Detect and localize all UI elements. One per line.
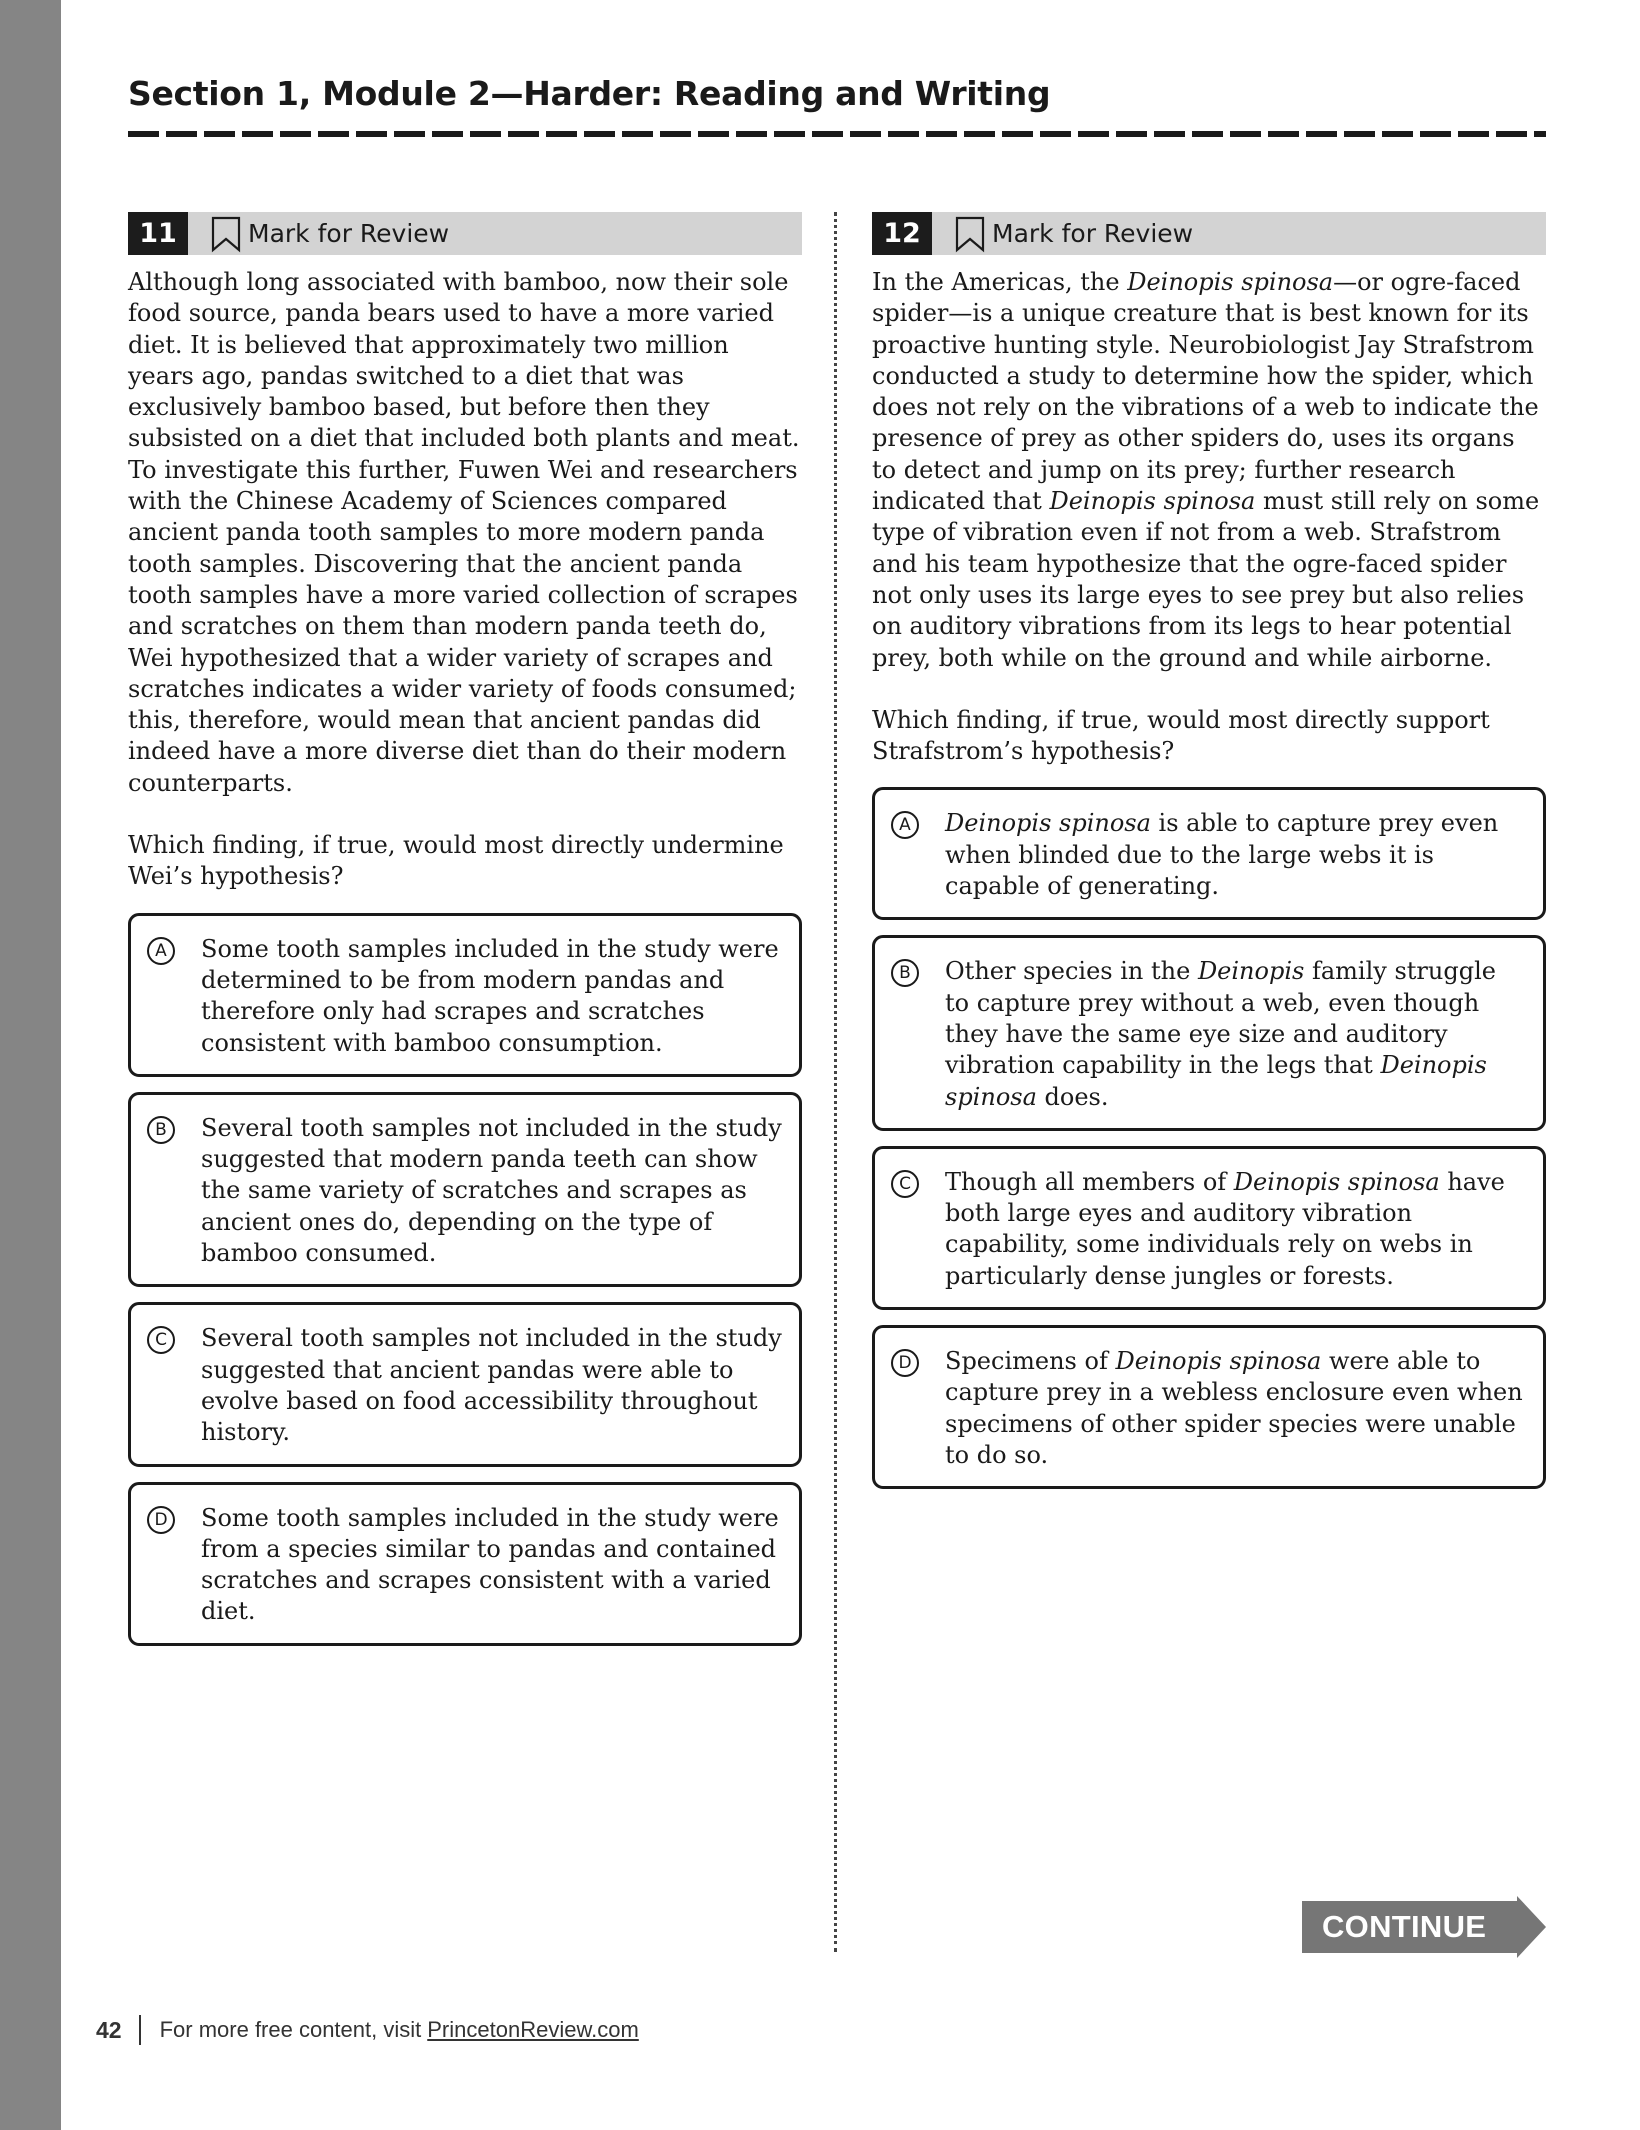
footer-separator [139,2015,141,2045]
answer-choices [128,913,802,1646]
choice-letter-c: C [147,1326,175,1354]
mark-for-review-label[interactable]: Mark for Review [992,219,1194,248]
page-number: 42 [96,2016,122,2043]
choice-letter-a: A [147,937,175,965]
choice-text: Several tooth samples not included in the study suggested that ancient pandas were able to evolve based on food accessibility throughout history. [201,1324,782,1447]
choice-text: Some tooth samples included in the study were determined to be from modern pandas and therefore only had scrapes and scratches consistent with bamboo consumption. [201,934,779,1057]
choice-letter-b: B [147,1116,175,1144]
species-name: Deinopis spinosa [945,1051,1487,1111]
choice-text [945,808,1527,902]
question-11-header [128,212,802,255]
choice-text-part: family struggle to capture prey without a web, even though they have the same eye size and auditory vibration capability in the legs that [945,957,1496,1080]
choice-letter-d: D [147,1506,175,1534]
choice-text-part: were able to capture prey in a webless enclosure even when specimens of other spider species were unable to do so. [945,1347,1523,1469]
choice-text: Several tooth samples not included in the study suggested that modern panda teeth can show the same variety of scratches and scrapes as ancient ones do, depending on the type of bamboo consumed. [201,1113,782,1268]
choice-letter-d: D [891,1349,919,1377]
section-title: Section 1, Module 2—Harder: Reading and Writing [128,74,1051,113]
choice-text: Some tooth samples included in the study were from a species similar to pandas and contained scratches and scrapes consistent with a varied diet. [201,1503,779,1626]
species-name: Deinopis spinosa [945,809,1151,838]
page-footer [96,2013,639,2047]
answer-choice-a[interactable] [128,913,802,1077]
choice-text [945,1167,1527,1292]
choice-letter-a: A [891,811,919,839]
footer-text: For more free content, visit [159,2017,422,2042]
passage-text [872,267,1546,674]
answer-choice-b[interactable] [128,1092,802,1287]
question-11 [128,212,802,1661]
question-prompt: Which finding, if true, would most directly support Strafstrom’s hypothesis? [872,705,1490,766]
answer-choice-d[interactable] [872,1325,1546,1489]
passage-text-part: must still rely on some type of vibration even if not from a web. Strafstrom and his team hypothesize that the ogre-faced spider not only uses its large eyes to see prey but also relies on auditory vibrations from its legs to hear potential prey, both while on the ground and while airborne. [872,487,1540,672]
continue-label: CONTINUE [1322,1909,1487,1944]
choice-text-part: does. [1036,1082,1109,1111]
passage-text-part: —or ogre-faced spider—is a unique creature that is best known for its proactive hunting style. Neurobiologist Jay Strafstrom conducted a study to determine how the spider, which does not rely on the vibrations of a web to indicate the presence of prey as other spiders do, uses its organs to detect and jump on its prey; further research indicated that [872,268,1539,516]
question-number: 11 [128,212,188,255]
choice-text [945,1346,1527,1471]
answer-choices [872,787,1546,1489]
choice-letter-b: B [891,959,919,987]
passage-text: Although long associated with bamboo, now their sole food source, panda bears used to have a more varied diet. It is believed that approximately two million years ago, pandas switched to a diet that was exclusively bamboo based, but before then they subsisted on a diet that included both plants and meat. To investigate this further, Fuwen Wei and researchers with the Chinese Academy of Sciences compared ancient panda tooth samples to more modern panda tooth samples. Discovering that the ancient panda tooth samples have a more varied collection of scrapes and scratches on them than modern panda teeth do, Wei hypothesized that a wider variety of scrapes and scratches indicates a wider variety of foods consumed; this, therefore, would mean that ancient pandas did indeed have a more diverse diet than do their modern counterparts. [128,268,800,797]
answer-choice-a[interactable] [872,787,1546,920]
answer-choice-c[interactable] [872,1146,1546,1310]
question-prompt: Which finding, if true, would most directly undermine Wei’s hypothesis? [128,831,784,891]
answer-choice-b[interactable] [872,935,1546,1130]
choice-text [945,956,1527,1112]
species-name: Deinopis spinosa [1049,487,1256,516]
column-divider [834,212,837,1952]
choice-text-part: Specimens of [945,1347,1116,1376]
choice-text-part: Other species in the [945,957,1198,986]
answer-choice-c[interactable] [128,1302,802,1466]
genus-name: Deinopis [1197,957,1305,986]
title-dashed-rule [128,131,1546,137]
answer-choice-d[interactable] [128,1482,802,1646]
species-name: Deinopis spinosa [1115,1347,1322,1376]
mark-for-review-label[interactable]: Mark for Review [248,219,450,248]
question-12-header [872,212,1546,255]
page-edge-sidebar [0,0,61,2130]
continue-button[interactable] [1302,1896,1546,1958]
species-name: Deinopis spinosa [1127,268,1334,296]
choice-letter-c: C [891,1170,919,1198]
question-12 [872,212,1546,1504]
bookmark-icon[interactable] [954,215,986,253]
bookmark-icon[interactable] [210,215,242,253]
species-name: Deinopis spinosa [1233,1167,1440,1196]
choice-text-part: Though all members of [945,1167,1234,1196]
choice-text-part: is able to capture prey even when blinded due to the large webs it is capable of generating. [945,809,1499,901]
choice-text-part: have both large eyes and auditory vibration capability, some individuals rely on webs in particularly dense jungles or forests. [945,1167,1505,1290]
passage-text-part: In the Americas, the [872,268,1128,296]
question-number: 12 [872,212,932,255]
footer-link[interactable]: PrincetonReview.com [427,2017,639,2042]
